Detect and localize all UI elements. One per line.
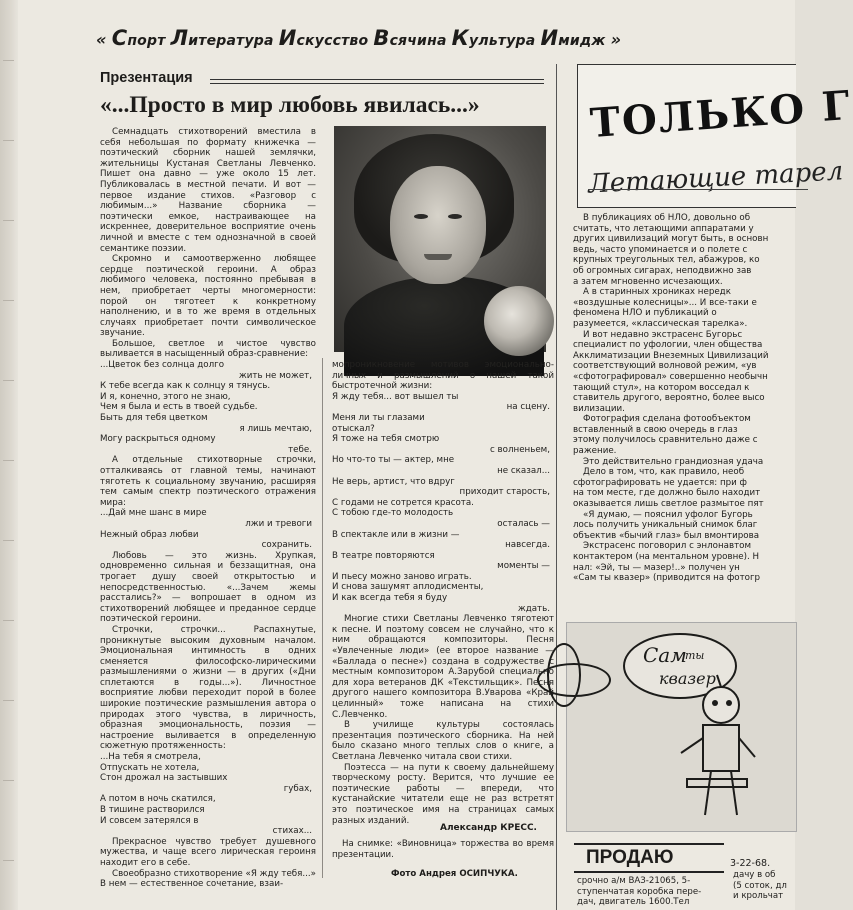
text-line: В спектакле или в жизни — <box>332 529 460 540</box>
text-line: соответствующий волновой режим, «ув <box>573 361 757 372</box>
paragraph: Семнадцать стихотворений вместила в себя небольшая по формату книжечка — поэтический сборник нашей землячки, жительницы Кустаная Светланы Левченко. Пишет она давно — уже около 15 лет. Публиковалась в местной печати. И вот — первое издание стихов. «Разговор с любимым...» Название сборника — поэтически емкое, настраивающее на искреннее, доверительное восприятие очень личной и вместе с тем однозначной в своей семантике поэзии. <box>100 127 316 254</box>
text-line: лось получить уникальный снимок благ <box>573 520 758 531</box>
paragraph: Строчки, строчки... Распахнутые, проникнутые высоким духовным началом. Эмоциональная интимность в одних сменяется философско-лирическими размышлениями о жизни — в других («Дни сплетаются в годы...»). Личностное восприятие любви переходит порой в более широкие поэтические размышления автора о природах этого чувства, в лиричность, образная эмоциональность, поэзия — настроение выливается в определенную сюжетную протяженность: <box>100 624 316 752</box>
text-line: Я жду тебя... вот вышел ты <box>332 391 459 402</box>
classified-phone: 3-22-68. <box>730 858 771 869</box>
text-line: Меня ли ты глазами <box>332 412 425 423</box>
verse-line-right: на сцену. <box>506 402 550 413</box>
text-line: И я, конечно, этого не знаю, <box>100 391 231 402</box>
verse-line-right: навсегда. <box>505 540 550 551</box>
alien-cartoon-illustration <box>566 622 797 832</box>
text-line: этому получилось сравнительно даже с <box>573 435 758 446</box>
article-author: Александр КРЕСС. <box>440 823 537 833</box>
text-line: тающий стул», на котором восседал к <box>573 382 750 393</box>
classified-heading: ПРОДАЮ <box>574 843 724 873</box>
text-line: Не верь, артист, что вдруг <box>332 476 455 487</box>
paragraph: Скромно и самоотверженно любящее сердце поэтической героини. А образ любимого человека, постоянно пребывая в нем, приобретает черты многомерности: порой он тяготеет к конкретному наполнению, и в то же время в отдельных случаях приобретает почти символическое звучание. <box>100 254 316 339</box>
verse-line-right: тебе. <box>288 444 312 455</box>
paragraph: Своеобразно стихотворение «Я жду тебя...» В нем — естественное сочетание, взаи- <box>100 868 316 890</box>
paragraph: Большое, светлое и чистое чувство выливается в насыщенный образ-сравнение: <box>100 338 316 360</box>
author-portrait-photo <box>334 126 546 352</box>
column-divider <box>322 358 323 878</box>
section-masthead: « Спорт Литература Искусство Всячина Культура Имидж » <box>96 26 622 50</box>
verse-line-right: губах, <box>283 783 312 794</box>
verse-line-right: не сказал... <box>497 465 550 476</box>
text-line: К тебе всегда как к солнцу я тянусь. <box>100 381 271 392</box>
text-line: объектив «бычий глаз» был вмонтирова <box>573 530 760 541</box>
text-line: других цивилизаций могут быть, в основн <box>573 234 769 245</box>
text-line: ставитель другого, вероятно, более высо <box>573 393 765 404</box>
text-line: «воздушные колесницы»... И все-таки е <box>573 297 757 308</box>
text-line: Акклиматизации Внеземных Цивилизаций <box>573 350 769 361</box>
text-line: Быть для тебя цветком <box>100 413 208 424</box>
text-line: ...На тебя я смотрела, <box>100 752 201 763</box>
verse-line-right: жить не может, <box>238 370 312 381</box>
text-line: ...Цветок без солнца долго <box>100 360 225 371</box>
text-line: разумеется, «классическая тарелка». <box>573 318 748 329</box>
text-line: крупных треугольных тел, абажуров, ко <box>573 255 760 266</box>
text-line: Я тоже на тебя смотрю <box>332 434 440 445</box>
column-rule <box>556 64 557 910</box>
text-line: В тишине растворился <box>100 805 205 815</box>
rubric-rule <box>210 79 544 80</box>
article-column-1 <box>100 127 316 897</box>
text-line: об огромных сигарах, неподвижно зав <box>573 265 752 276</box>
alien-figure-drawing <box>677 683 757 823</box>
text-line: И совсем затерялся в <box>100 815 199 826</box>
verse-line-right: приходит старость, <box>459 487 550 498</box>
bubble-text-line1: Сам <box>643 643 687 667</box>
photo-credit: Фото Андрея ОСИПЧУКА. <box>391 869 518 879</box>
text-line: ведь, часто упоминается и о полете с <box>573 244 748 255</box>
text-line: отыскал? <box>332 423 375 434</box>
paragraph: Многие стихи Светланы Левченко тяготеют к песне. И поэтому совсем не случайно, что к ним обращаются композиторы. Песня «Увлеченные люди» (ее второе название — «Баллада о песне») создана в содружестве с местным композитором А.Зарубой специально для хора ветеранов ДК «Текстильщик». Песня другого нашего композитора В.Уварова «Край целинный» тоже написана на стихи С.Левченко. <box>332 614 554 720</box>
text-line: Отпускать не хотела, <box>100 762 200 773</box>
paragraph: И вот недавно экстрасенс Бугорьс <box>583 329 743 340</box>
verse-line-right: ждать. <box>517 603 550 614</box>
paragraph: А в старинных хрониках нередк <box>583 287 731 298</box>
rubric-rule-secondary <box>210 83 544 84</box>
text-line: «сфотографировал» совершенно необычн <box>573 371 768 382</box>
paragraph: Фотография сделана фотообъектом <box>583 414 751 425</box>
page-spine <box>0 0 18 910</box>
text-line: ...Дай мне шанс в мире <box>100 508 207 519</box>
text-line: И снова зашумят аплодисменты, <box>332 582 484 593</box>
text-line: специалист по уфологии, член общества <box>573 340 763 351</box>
text-line: мопроникновение мотивов эмоционально-личных и размышлений о нашей такой быстротечной жизни: <box>332 360 554 392</box>
paragraph: Дело в том, что, как правило, необ <box>583 467 745 478</box>
text-line: оказывается лишь светлое размытое пят <box>573 499 764 510</box>
text-line: сфотографировать не удается: при ф <box>573 477 747 488</box>
text-line: вставленный в свою очередь в глаз <box>573 424 738 435</box>
verse-line-right: с волненьем, <box>489 444 550 455</box>
text-line: Нежный образ любви <box>100 529 199 540</box>
text-line: Но что-то ты — актер, мне <box>332 455 455 466</box>
ufo-banner <box>577 64 853 208</box>
text-line: «Сам ты квазер» (приводится на фотогр <box>573 573 761 584</box>
text-line: феномена НЛО и публикаций о <box>573 308 717 319</box>
text-line: контактером (на ментальном уровне). Н <box>573 552 760 562</box>
text-line: С годами не сотрется красота. <box>332 497 474 508</box>
banner-title: ТОЛЬКО Г <box>588 81 853 148</box>
text-line: С тобою где-то молодость <box>332 508 454 519</box>
text-line: Стон дрожал на застывших <box>100 773 228 784</box>
article-headline: «...Просто в мир любовь явилась...» <box>100 92 480 118</box>
text-line: Чем я была и есть в твоей судьбе. <box>100 402 258 413</box>
paragraph: Прекрасное чувство требует душевного мужества, и чаще всего лирическая героиня находит его в себе. <box>100 836 316 868</box>
text-line: И пьесу можно заново играть. <box>332 571 472 582</box>
paragraph: В публикациях об НЛО, довольно об <box>583 213 751 223</box>
paragraph: Экстрасенс поговорил с энлонавтом <box>583 541 752 552</box>
verse-line-right: моменты — <box>497 561 550 572</box>
classified-ad-car: срочно а/м ВАЗ-21065, 5- ступенчатая коробка пере- дач, двигатель 1600.Тел <box>577 876 702 908</box>
banner-subtitle: Летающие тарел <box>587 156 844 200</box>
text-line: считать, что летающими аппаратами у <box>573 223 754 234</box>
paragraph: А отдельные стихотворные строчки, отталкиваясь от главной темы, начинают тяготеть к социальному звучанию, расширяя тем самым спектр поэтического отражения мира: <box>100 455 316 508</box>
text-line: А потом в ночь скатился, <box>100 794 216 805</box>
classified-ad-dacha: дачу в об (5 соток, дл и крольчат <box>733 870 787 902</box>
paragraph: В училище культуры состоялась презентация поэтического сборника. На ней было сказано много теплых слов о книге, а Светлана Левченко читала свои стихи. <box>332 720 554 762</box>
text-line: И как всегда тебя я буду <box>332 593 448 604</box>
rubric-label: Презентация <box>100 70 193 86</box>
paragraph: Поэтесса — на пути к своему дальнейшему творческому росту. Верится, что лучшие ее поэтические работы — впереди, что кустанайские читатели еще не раз встретят это поэтическое имя на страницах самых разных изданий. <box>332 762 554 826</box>
verse-line-right: сохранить. <box>261 540 312 551</box>
bubble-text-line2: ты <box>685 649 705 662</box>
photo-caption: На снимке: «Виновница» торжества во время презентации. <box>332 839 554 860</box>
bubble-text-line3: квазер <box>659 669 716 688</box>
paragraph: «Я думаю, — пояснил уфолог Бугорь <box>583 509 753 520</box>
text-line: вилизации. <box>573 403 625 414</box>
text-line: Могу раскрыться одному <box>100 434 216 445</box>
text-line: на том месте, где должно было находит <box>573 488 761 499</box>
verse-line-right: осталась — <box>497 518 550 529</box>
verse-line-right: я лишь мечтаю, <box>239 423 312 434</box>
ufo-article-text <box>573 213 795 584</box>
verse-line-right: лжи и тревоги <box>245 518 312 529</box>
text-line: В театре повторяются <box>332 550 435 561</box>
text-line: нал: «Эй, ты — мазер!..» получен ун <box>573 562 740 573</box>
verse-line-right: стихах... <box>272 826 312 837</box>
article-column-2 <box>332 360 554 826</box>
paragraph: Это действительно грандиозная удача <box>583 456 764 467</box>
text-line: ражение. <box>573 446 617 457</box>
paragraph: Любовь — это жизнь. Хрупкая, одновременно сильная и беззащитная, она трогает душу своей открытостью и непосредственностью. «...Зачем жемы расстались?» — вопрошает в одном из стихотворений любящее и преданное сердце поэтической героини. <box>100 550 316 625</box>
text-line: а затем мгновенно исчезающих. <box>573 276 723 287</box>
